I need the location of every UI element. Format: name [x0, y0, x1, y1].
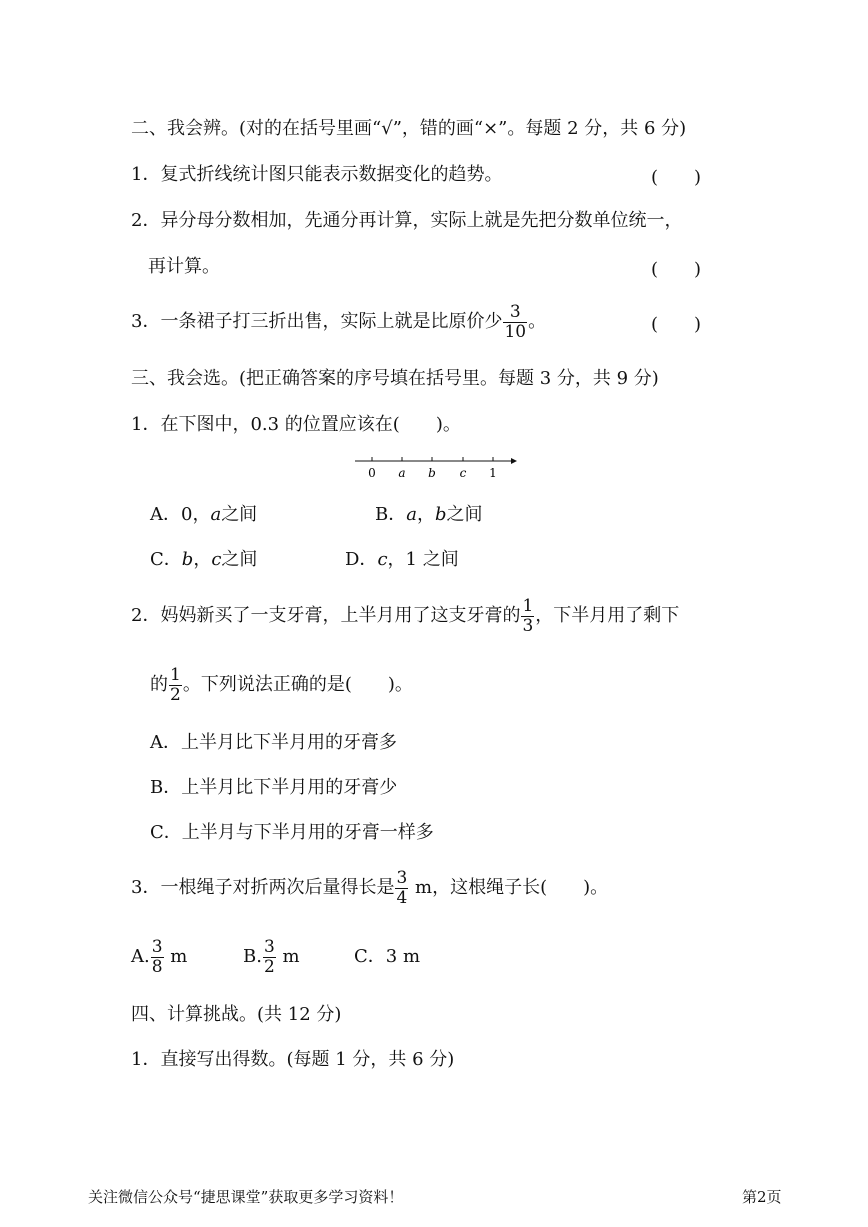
tick-label-a: a: [398, 466, 406, 480]
fraction-numerator: 1: [170, 664, 181, 685]
fraction-denominator: 8: [151, 956, 163, 977]
option-b[interactable]: [243, 937, 300, 977]
footer-note: 关注微信公众号“捷思课堂”获取更多学习资料！: [88, 1188, 404, 1206]
question-text: 妈妈新买了一支牙膏，上半月用了这支牙膏的: [160, 605, 521, 626]
question-text: 复式折线统计图只能表示数据变化的趋势。: [160, 164, 503, 185]
question-3-3: [131, 868, 608, 908]
tick-label-c: c: [459, 466, 467, 480]
variable: b: [181, 549, 194, 570]
fraction-denominator: 3: [522, 615, 534, 636]
option-text: 之间: [221, 504, 258, 525]
option-a[interactable]: [131, 937, 187, 977]
question-text: 在下图中，0.3 的位置应该在( )。: [160, 414, 461, 435]
question-number: 1．: [131, 164, 161, 185]
question-number: 3．: [131, 877, 161, 898]
question-number: 3．: [131, 311, 161, 332]
option-a[interactable]: A．上半月比下半月用的牙膏多: [150, 732, 397, 753]
fraction-numerator: 3: [503, 304, 527, 323]
unit: m: [276, 946, 300, 967]
separator: ，: [193, 549, 212, 570]
arrow-icon: [511, 458, 517, 464]
option-c[interactable]: [150, 548, 257, 572]
question-3-1: [131, 413, 461, 437]
section-3-heading: 三、我会选。(把正确答案的序号填在括号里。每题 3 分，共 9 分): [131, 368, 659, 389]
answer-blank[interactable]: ( ): [651, 259, 702, 280]
question-3-2: [131, 596, 679, 636]
question-text: 异分母分数相加，先通分再计算，实际上就是先把分数单位统一，: [160, 210, 683, 231]
question-number: 2．: [131, 210, 161, 231]
option-b[interactable]: B．上半月比下半月用的牙膏少: [150, 777, 398, 798]
fraction: [169, 664, 182, 705]
question-2-1: [131, 163, 502, 187]
question-text: 的: [150, 674, 168, 695]
option-label: A.: [131, 946, 150, 967]
question-3-2-continued: [150, 665, 413, 705]
option-d[interactable]: [345, 548, 459, 572]
tick-label-0: 0: [368, 466, 376, 480]
section-4-heading: 四、计算挑战。(共 12 分): [131, 1004, 342, 1025]
question-2-2-continued: 再计算。: [148, 256, 220, 277]
fraction: [263, 936, 276, 977]
question-text-end: 。: [528, 311, 547, 332]
option-a[interactable]: [150, 503, 257, 527]
question-text: ，下半月用了剩下: [535, 605, 680, 626]
question-text: 一条裙子打三折出售，实际上就是比原价少: [160, 311, 503, 332]
fraction: [503, 301, 527, 342]
question-number: 2．: [131, 605, 161, 626]
fraction-numerator: 3: [263, 936, 275, 957]
option-text: ，1 之间: [387, 549, 459, 570]
question-number: 1．: [131, 414, 161, 435]
option-c[interactable]: C．上半月与下半月用的牙膏一样多: [150, 822, 434, 843]
question-2-2: [131, 209, 682, 233]
variable: c: [377, 549, 388, 570]
page-number: 第2页: [742, 1188, 782, 1206]
option-label: C．: [150, 549, 182, 570]
answer-blank[interactable]: ( ): [651, 167, 702, 188]
option-label: B.: [243, 946, 262, 967]
unit: m: [164, 946, 188, 967]
separator: ，: [416, 504, 435, 525]
fraction-numerator: 3: [396, 867, 408, 888]
fraction-denominator: 2: [170, 684, 181, 705]
tick-label-1: 1: [489, 466, 497, 480]
question-4-1: 1．直接写出得数。(每题 1 分，共 6 分): [131, 1049, 455, 1070]
variable: b: [434, 504, 447, 525]
fraction: [521, 595, 534, 636]
number-line: [355, 451, 520, 481]
answer-blank[interactable]: ( ): [651, 314, 702, 335]
fraction-denominator: 4: [396, 887, 408, 908]
option-label: D．: [345, 549, 378, 570]
option-text: 之间: [221, 549, 258, 570]
section-2-heading: 二、我会辨。(对的在括号里画“√”，错的画“×”。每题 2 分，共 6 分): [131, 118, 687, 139]
tick-label-b: b: [428, 466, 436, 480]
fraction: [151, 936, 164, 977]
variable: a: [210, 504, 222, 525]
question-2-3: [131, 302, 546, 342]
fraction-numerator: 3: [151, 936, 163, 957]
fraction-denominator: 2: [263, 956, 275, 977]
variable: a: [406, 504, 417, 525]
option-b[interactable]: [375, 503, 483, 527]
option-text: 之间: [446, 504, 483, 525]
option-label: A．0，: [150, 504, 211, 525]
fraction-denominator: 10: [504, 321, 527, 342]
option-label: B．: [375, 504, 407, 525]
option-c[interactable]: C．3 m: [354, 946, 421, 967]
variable: c: [211, 549, 222, 570]
fraction-numerator: 1: [522, 595, 534, 616]
fraction: [395, 867, 408, 908]
question-text: 一根绳子对折两次后量得长是: [160, 877, 395, 898]
question-text: 。下列说法正确的是( )。: [182, 674, 413, 695]
question-text: m，这根绳子长( )。: [409, 877, 609, 898]
